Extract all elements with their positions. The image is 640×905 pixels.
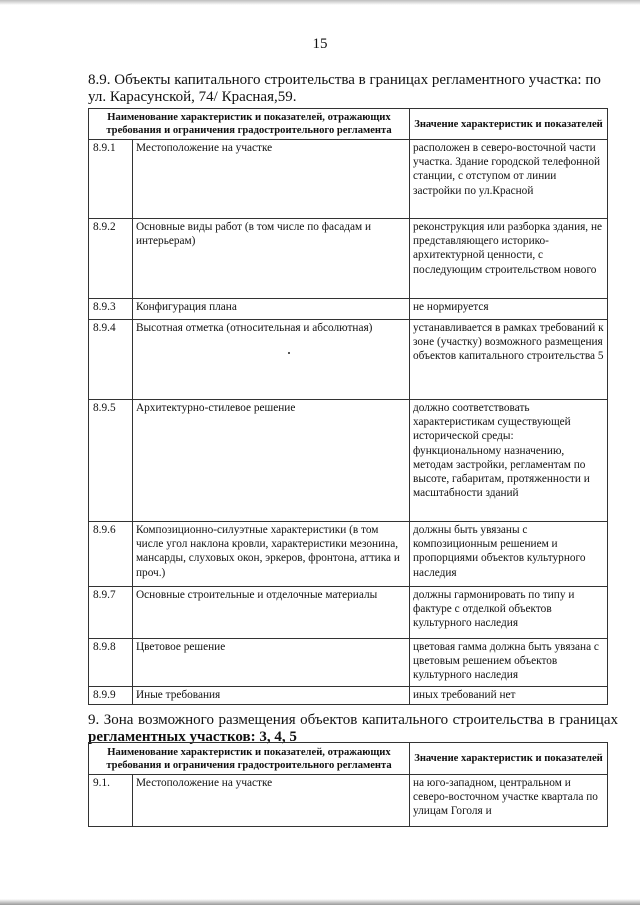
row-number: 8.9.3: [89, 299, 133, 320]
row-name: Цветовое решение: [133, 639, 410, 687]
row-name: Высотная отметка (относительная и абсолютная): [133, 320, 410, 400]
row-number: 9.1.: [89, 775, 133, 827]
row-value: должны быть увязаны с композиционным решением и пропорциями объектов культурного наследия: [410, 522, 608, 587]
table-row: [89, 522, 608, 587]
row-name: Композиционно-силуэтные характеристики (в том числе угол наклона кровли, характеристики мезонина, мансарды, слуховых окон, эркеров, фронтона, аттика и проч.): [133, 522, 410, 587]
row-value: на юго-западном, центральном и северо-восточном участке квартала по улицам Гоголя и: [410, 775, 608, 827]
header-value-cell: Значение характеристик и показателей: [410, 743, 608, 775]
row-value: расположен в северо-восточной части участка. Здание городской телефонной станции, с отступом от линии застройки по ул.Красной: [410, 140, 608, 219]
row-value: иных требований нет: [410, 687, 608, 705]
table-row: [89, 299, 608, 320]
row-name: Архитектурно-стилевое решение: [133, 400, 410, 522]
page-number: 15: [312, 36, 328, 52]
row-value: должно соответствовать характеристикам существующей исторической среды: функциональному назначению, методам застройки, регламентам по высоте, габаритам, протяженности и масштабности зданий: [410, 400, 608, 522]
row-name: Местоположение на участке: [133, 140, 410, 219]
row-number: 8.9.6: [89, 522, 133, 587]
row-number: 8.9.4: [89, 320, 133, 400]
table-row: [89, 639, 608, 687]
row-value: должны гармонировать по типу и фактуре с отделкой объектов культурного наследия: [410, 587, 608, 639]
table-row: [89, 687, 608, 705]
row-name: Конфигурация плана: [133, 299, 410, 320]
table-row: [89, 219, 608, 299]
row-number: 8.9.8: [89, 639, 133, 687]
table-row: [89, 775, 608, 827]
table-header-row: [89, 109, 608, 140]
scan-edge-bottom: [0, 899, 640, 905]
scan-speck: [288, 352, 290, 354]
requirements-table-8-9: [88, 108, 608, 705]
table-row: [89, 320, 608, 400]
row-name: Основные виды работ (в том числе по фасадам и интерьерам): [133, 219, 410, 299]
row-name: Основные строительные и отделочные материалы: [133, 587, 410, 639]
table-row: [89, 140, 608, 219]
requirements-table-9: [88, 742, 608, 827]
row-number: 8.9.5: [89, 400, 133, 522]
header-name-cell: Наименование характеристик и показателей, отражающих требования и ограничения градостроительного регламента: [89, 109, 410, 140]
row-number: 8.9.1: [89, 140, 133, 219]
section-heading-9: [88, 712, 618, 746]
section-heading-9-bold: регламентных участков: 3, 4, 5: [88, 729, 297, 745]
row-name: Местоположение на участке: [133, 775, 410, 827]
row-value: реконструкция или разборка здания, не представляющего историко-архитектурной ценности, с последующим строительством нового: [410, 219, 608, 299]
scan-edge-top: [0, 0, 640, 5]
row-value: цветовая гамма должна быть увязана с цветовым решением объектов культурного наследия: [410, 639, 608, 687]
table-header-row: [89, 743, 608, 775]
row-number: 8.9.2: [89, 219, 133, 299]
row-number: 8.9.7: [89, 587, 133, 639]
row-number: 8.9.9: [89, 687, 133, 705]
table-row: [89, 587, 608, 639]
header-value-cell: Значение характеристик и показателей: [410, 109, 608, 140]
header-name-cell: Наименование характеристик и показателей, отражающих требования и ограничения градостроительного регламента: [89, 743, 410, 775]
table-row: [89, 400, 608, 522]
section-heading-8-9: 8.9. Объекты капитального строительства в границах регламентного участка: по ул. Карасунской, 74/ Красная,59.: [88, 72, 601, 105]
row-value: устанавливается в рамках требований к зоне (участку) возможного размещения объектов капитального строительства 5: [410, 320, 608, 400]
row-name: Иные требования: [133, 687, 410, 705]
section-heading-9-text: 9. Зона возможного размещения объектов капитального строительства в границах: [88, 712, 618, 728]
row-value: не нормируется: [410, 299, 608, 320]
